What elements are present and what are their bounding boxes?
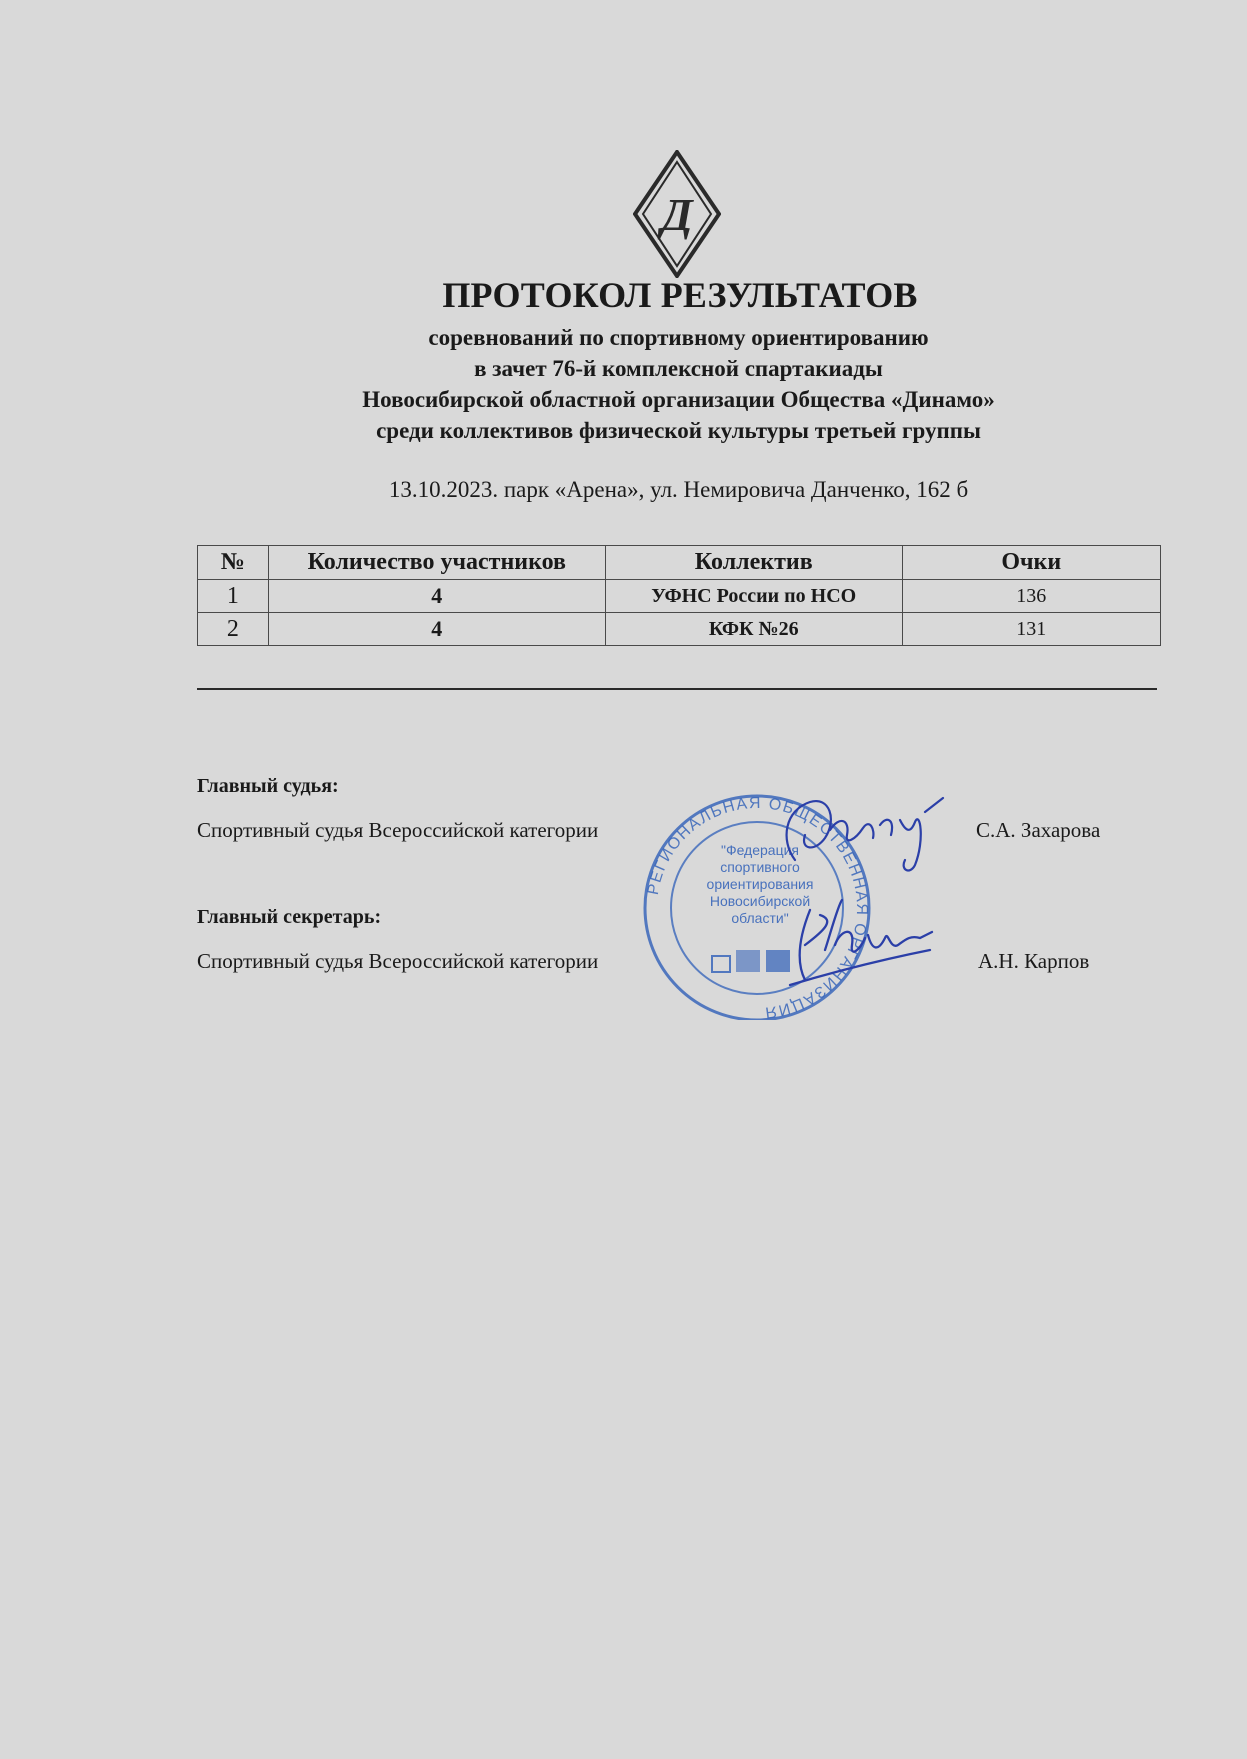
stamp-line: Новосибирской	[709, 893, 811, 909]
row-count: 4	[268, 580, 605, 613]
subtitle-line: Новосибирской областной организации Общества «Динамо»	[362, 387, 995, 412]
table-row	[198, 580, 1161, 613]
chief-secretary-signature-icon	[780, 890, 940, 990]
divider-line	[197, 688, 1157, 690]
document-subtitle	[0, 322, 1247, 446]
chief-secretary-name: А.Н. Карпов	[978, 949, 1090, 973]
date-location: 13.10.2023. парк «Арена», ул. Немировича Данченко, 162 б	[388, 477, 969, 502]
stamp-line: области"	[731, 910, 789, 926]
row-num: 1	[198, 580, 269, 613]
header-team: Коллектив	[605, 546, 902, 580]
header-num: №	[198, 546, 269, 580]
row-points: 131	[902, 613, 1160, 646]
subtitle-line: в зачет 76-й комплексной спартакиады	[474, 356, 883, 381]
row-num: 2	[198, 613, 269, 646]
header-points: Очки	[902, 546, 1160, 580]
chief-judge-position: Спортивный судья Всероссийской категории	[197, 818, 599, 842]
chief-judge-name: С.А. Захарова	[976, 818, 1101, 842]
dynamo-logo-icon	[633, 150, 721, 278]
chief-secretary-position: Спортивный судья Всероссийской категории	[197, 949, 599, 973]
table-row	[198, 613, 1161, 646]
subtitle-line: среди коллективов физической культуры третьей группы	[376, 418, 981, 443]
chief-secretary-heading: Главный секретарь:	[197, 906, 382, 928]
header-count: Количество участников	[268, 546, 605, 580]
stamp-line: ориентирования	[706, 876, 814, 892]
stamp-line: спортивного	[720, 859, 800, 875]
stamp-line: "Федерация	[720, 842, 800, 858]
row-team: КФК №26	[605, 613, 902, 646]
chief-judge-heading: Главный судья:	[197, 775, 339, 797]
results-table	[197, 545, 1161, 646]
stamp-ring-text: РЕГИОНАЛЬНАЯ ОБЩЕСТВЕННАЯ ОРГАНИЗАЦИЯ	[644, 794, 871, 1020]
table-header-row	[198, 546, 1161, 580]
dynamo-logo-letter: Д	[661, 189, 693, 240]
chief-judge-signature-icon	[775, 790, 950, 880]
row-team: УФНС России по НСО	[605, 580, 902, 613]
document-title: ПРОТОКОЛ РЕЗУЛЬТАТОВ	[442, 275, 918, 315]
row-points: 136	[902, 580, 1160, 613]
subtitle-line: соревнований по спортивному ориентированию	[428, 325, 929, 350]
row-count: 4	[268, 613, 605, 646]
